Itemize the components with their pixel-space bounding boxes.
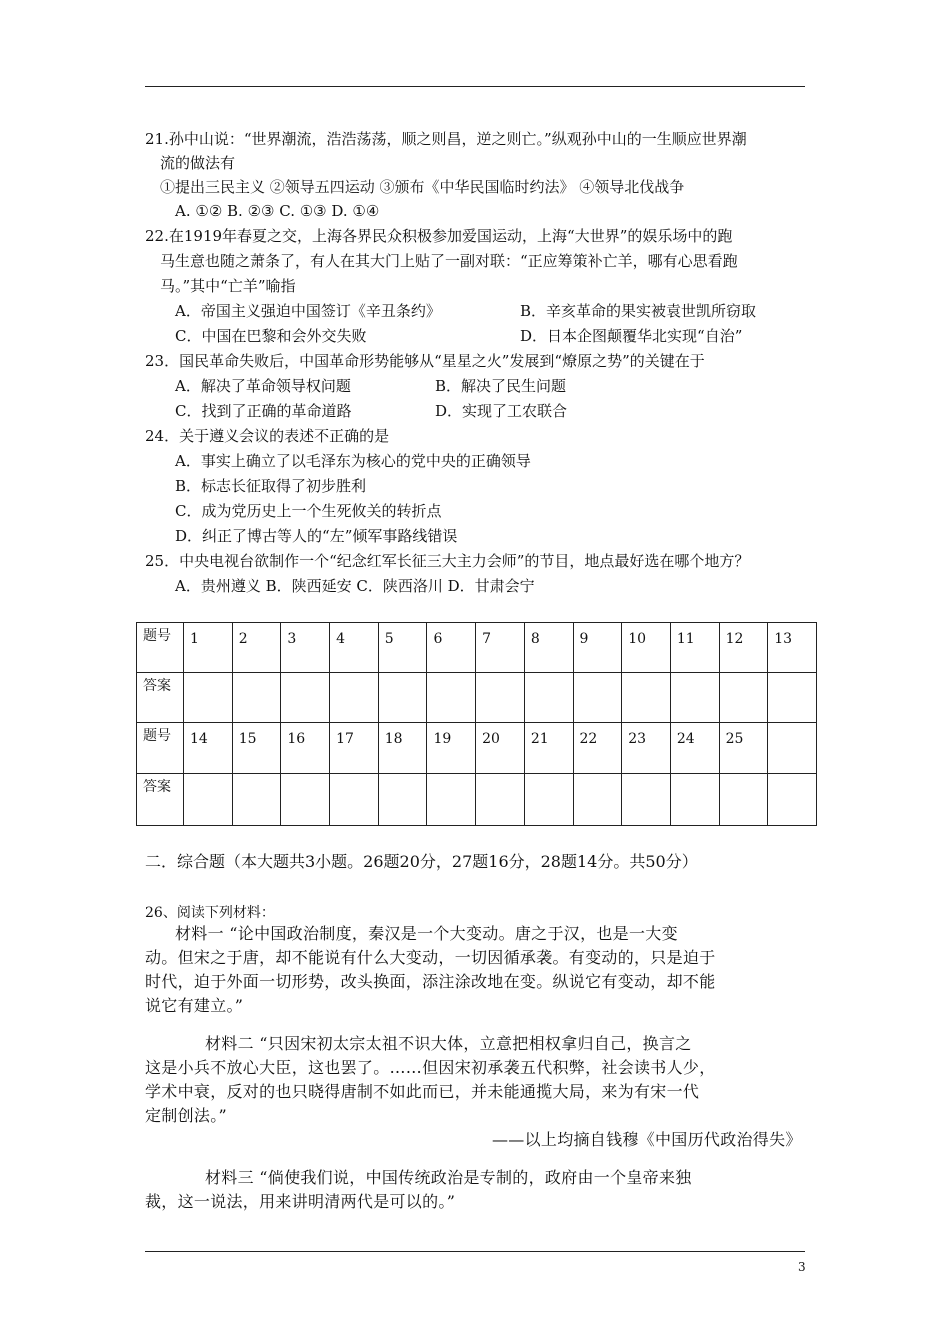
header-rule xyxy=(145,86,805,87)
answer-label: 答案 xyxy=(137,774,184,826)
answer-cell[interactable] xyxy=(427,673,476,723)
answer-cell[interactable] xyxy=(378,774,427,826)
material-2-line2: 这是小兵不放心大臣，这也罢了。……但因宋初承袭五代积弊，社会读书人少， xyxy=(145,1058,716,1077)
question-number-cell: 10 xyxy=(622,623,671,673)
answer-label: 答案 xyxy=(137,673,184,723)
answer-cell[interactable] xyxy=(670,673,719,723)
answer-cell[interactable] xyxy=(476,673,525,723)
q23-option-b: B．解决了民生问题 xyxy=(435,377,567,395)
answer-cell[interactable] xyxy=(719,774,768,826)
question-number-cell: 3 xyxy=(281,623,330,673)
table-row xyxy=(137,623,817,673)
question-number-cell xyxy=(768,723,817,774)
question-number-label: 题号 xyxy=(137,723,184,774)
question-number-cell: 15 xyxy=(232,723,281,774)
answer-cell[interactable] xyxy=(330,673,379,723)
q21-stem-line2: 流的做法有 xyxy=(160,154,236,172)
answer-cell[interactable] xyxy=(719,673,768,723)
table-row xyxy=(137,774,817,826)
question-number-cell: 19 xyxy=(427,723,476,774)
answer-cell[interactable] xyxy=(232,673,281,723)
q23-stem: 23．国民革命失败后，中国革命形势能够从“星星之火”发展到“燎原之势”的关键在于 xyxy=(145,352,705,370)
question-number-cell: 23 xyxy=(622,723,671,774)
question-number-label: 题号 xyxy=(137,623,184,673)
q21-stem-line1: 21.孙中山说：“世界潮流，浩浩荡荡，顺之则昌，逆之则亡。”纵观孙中山的一生顺应世界潮 xyxy=(145,130,747,148)
question-number-cell: 6 xyxy=(427,623,476,673)
question-number-cell: 14 xyxy=(184,723,233,774)
answer-cell[interactable] xyxy=(281,774,330,826)
q22-option-c: C．中国在巴黎和会外交失败 xyxy=(175,327,367,345)
material-2-line3: 学术中衰，反对的也只晓得唐制不如此而已，并未能通揽大局，来为有宋一代 xyxy=(145,1082,700,1101)
page-number: 3 xyxy=(798,1260,806,1274)
q22-stem-line3: 马。”其中“亡羊”喻指 xyxy=(160,277,296,295)
answer-cell[interactable] xyxy=(378,673,427,723)
material-1-line1: 材料一 “论中国政治制度，秦汉是一个大变动。唐之于汉，也是一大变 xyxy=(175,924,678,943)
answer-table xyxy=(136,622,817,826)
answer-cell[interactable] xyxy=(768,774,817,826)
answer-cell[interactable] xyxy=(476,774,525,826)
q26-intro: 26、阅读下列材料： xyxy=(145,905,275,921)
q25-options: A．贵州遵义 B．陕西延安 C．陕西洛川 D．甘肃会宁 xyxy=(175,577,535,595)
answer-cell[interactable] xyxy=(670,774,719,826)
q23-option-c: C．找到了正确的革命道路 xyxy=(175,402,352,420)
question-number-cell: 21 xyxy=(524,723,573,774)
q22-stem-line2: 马生意也随之萧条了，有人在其大门上贴了一副对联：“正应筹策补亡羊，哪有心思看跑 xyxy=(160,252,738,270)
answer-cell[interactable] xyxy=(232,774,281,826)
answer-cell[interactable] xyxy=(427,774,476,826)
question-number-cell: 13 xyxy=(768,623,817,673)
question-number-cell: 17 xyxy=(330,723,379,774)
answer-cell[interactable] xyxy=(281,673,330,723)
answer-cell[interactable] xyxy=(524,673,573,723)
q24-stem: 24．关于遵义会议的表述不正确的是 xyxy=(145,427,390,445)
question-number-cell: 16 xyxy=(281,723,330,774)
answer-cell[interactable] xyxy=(184,774,233,826)
q24-option-b: B．标志长征取得了初步胜利 xyxy=(175,477,367,495)
answer-cell[interactable] xyxy=(330,774,379,826)
answer-cell[interactable] xyxy=(768,673,817,723)
question-number-cell: 5 xyxy=(378,623,427,673)
footer-rule xyxy=(145,1251,805,1252)
q25-stem: 25．中央电视台欲制作一个“纪念红军长征三大主力会师”的节目，地点最好选在哪个地方？ xyxy=(145,552,750,570)
q23-option-a: A．解决了革命领导权问题 xyxy=(175,377,351,395)
answer-cell[interactable] xyxy=(573,774,622,826)
q21-items: ①提出三民主义 ②领导五四运动 ③颁布《中华民国临时约法》 ④领导北伐战争 xyxy=(160,178,685,196)
material-1-line4: 说它有建立。” xyxy=(145,996,244,1015)
section-heading: 二．综合题（本大题共3小题。26题20分，27题16分，28题14分。共50分） xyxy=(145,852,698,871)
q21-options: A. ①② B. ②③ C. ①③ D. ①④ xyxy=(175,202,380,220)
answer-cell[interactable] xyxy=(622,673,671,723)
question-number-cell: 25 xyxy=(719,723,768,774)
material-2-line1: 材料二 “只因宋初太宗太祖不识大体，立意把相权拿归自己，换言之 xyxy=(205,1034,692,1053)
question-number-cell: 11 xyxy=(670,623,719,673)
question-number-cell: 7 xyxy=(476,623,525,673)
answer-cell[interactable] xyxy=(573,673,622,723)
question-number-cell: 24 xyxy=(670,723,719,774)
question-number-cell: 18 xyxy=(378,723,427,774)
material-2-line4: 定制创法。” xyxy=(145,1106,227,1125)
question-number-cell: 4 xyxy=(330,623,379,673)
source-citation: ——以上均摘自钱穆《中国历代政治得失》 xyxy=(492,1130,802,1149)
material-1-line2: 动。但宋之于唐，却不能说有什么大变动，一切因循承袭。有变动的，只是迫于 xyxy=(145,948,716,967)
q22-option-d: D．日本企图颠覆华北实现“自治” xyxy=(520,327,743,345)
question-number-cell: 20 xyxy=(476,723,525,774)
question-number-cell: 1 xyxy=(184,623,233,673)
table-row xyxy=(137,723,817,774)
q23-option-d: D．实现了工农联合 xyxy=(435,402,568,420)
question-number-cell: 9 xyxy=(573,623,622,673)
question-number-cell: 2 xyxy=(232,623,281,673)
answer-cell[interactable] xyxy=(622,774,671,826)
material-3-line1: 材料三 “倘使我们说，中国传统政治是专制的，政府由一个皇帝来独 xyxy=(205,1168,692,1187)
answer-cell[interactable] xyxy=(524,774,573,826)
table-row xyxy=(137,673,817,723)
answer-cell[interactable] xyxy=(184,673,233,723)
q24-option-a: A．事实上确立了以毛泽东为核心的党中央的正确领导 xyxy=(175,452,531,470)
question-number-cell: 22 xyxy=(573,723,622,774)
q22-option-b: B．辛亥革命的果实被袁世凯所窃取 xyxy=(520,302,757,320)
q24-option-d: D．纠正了博古等人的“左”倾军事路线错误 xyxy=(175,527,458,545)
material-1-line3: 时代，迫于外面一切形势，改头换面，添注涂改地在变。纵说它有变动，却不能 xyxy=(145,972,716,991)
q22-option-a: A．帝国主义强迫中国签订《辛丑条约》 xyxy=(175,302,441,320)
question-number-cell: 12 xyxy=(719,623,768,673)
q24-option-c: C．成为党历史上一个生死攸关的转折点 xyxy=(175,502,442,520)
material-3-line2: 裁，这一说法，用来讲明清两代是可以的。” xyxy=(145,1192,456,1211)
q22-stem-line1: 22.在1919年春夏之交，上海各界民众积极参加爱国运动，上海“大世界”的娱乐场中的跑 xyxy=(145,227,733,245)
question-number-cell: 8 xyxy=(524,623,573,673)
